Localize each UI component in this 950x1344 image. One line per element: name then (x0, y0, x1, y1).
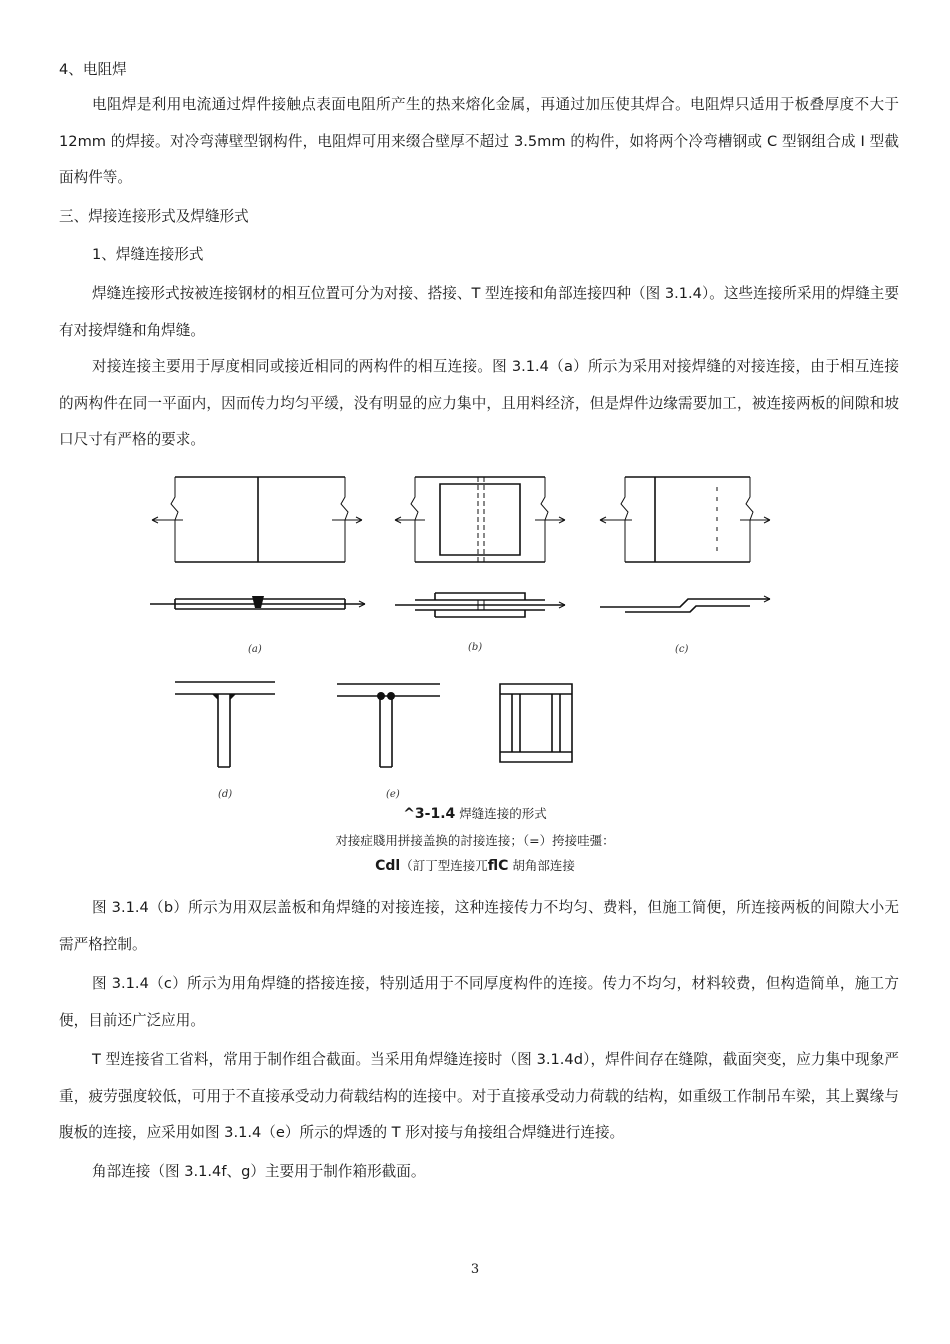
caption-bold-1: Cdl (375, 858, 401, 874)
heading-resistance-welding: 4、电阻焊 (59, 61, 127, 78)
label-c: (c) (675, 644, 689, 655)
figure-caption-line1 (0, 805, 950, 823)
figure-a-section (150, 596, 365, 609)
figure-e-t-joint (337, 684, 440, 767)
label-e: (e) (386, 789, 400, 800)
figure-b-section (395, 593, 565, 617)
page-number: 3 (470, 1262, 480, 1277)
caption-mid: （訂丁型连接兀 (400, 858, 488, 873)
figure-a-plan (152, 477, 362, 562)
section-heading: 三、焊接连接形式及焊缝形式 (59, 208, 249, 225)
figure-f-box-section (500, 684, 572, 762)
figure-b-plan (395, 477, 565, 562)
caption-figure-number: ^3-1.4 (403, 806, 456, 822)
figure-c-plan (600, 477, 770, 562)
paragraph-resistance-welding: 电阻焊是利用电流通过焊件接触点表面电阻所产生的热来熔化金属，再通过加压使其焊合。电阻焊只适用于板叠厚度不大于 12mm 的焊接。对冷弯薄壁型钢构件，电阻焊可用来缀合壁厚不超过 3.5mm 的构件，如将两个冷弯槽钢或 C 型钢组合成 I 型截面构件等。 (59, 96, 899, 186)
label-d: (d) (218, 789, 233, 800)
paragraph-t-joint: T 型连接省工省料，常用于制作组合截面。当采用角焊缝连接时（图 3.1.4d），焊件间存在缝隙，截面突变，应力集中现象严重，疲劳强度较低，可用于不直接承受动力荷载结构的连接中。对于直接承受动力荷载的结构，如重级工作制吊车梁，其上翼缘与腹板的连接，应采用如图 3.1.4（e）所示的焊透的 T 形对接与角接组合焊缝进行连接。 (59, 1051, 899, 1141)
weld-connection-figure (140, 462, 800, 802)
figure-c-section (600, 596, 770, 612)
figure-d-t-joint (175, 682, 275, 767)
label-b: (b) (468, 642, 483, 653)
paragraph-butt-connection: 对接连接主要用于厚度相同或接近相同的两构件的相互连接。图 3.1.4（a）所示为采用对接焊缝的对接连接，由于相互连接的两构件在同一平面内，因而传力均匀平缓，没有明显的应力集中，且用料经济，但是焊件边缘需要加工，被连接两板的间隙和坡口尺寸有严格的要求。 (59, 358, 899, 448)
paragraph-lap-joint: 图 3.1.4（c）所示为用角焊缝的搭接连接，特别适用于不同厚度构件的连接。传力不均匀，材料较费，但构造简单，施工方便，目前还广泛应用。 (59, 975, 899, 1029)
figure-caption-line2: 对接症賤用拼接盖换的討接连接；（=）挎接哇彊： (335, 833, 615, 848)
caption-title: 焊缝连接的形式 (459, 806, 547, 821)
figure-caption-line3 (0, 857, 950, 875)
paragraph-cover-plate: 图 3.1.4（b）所示为用双层盖板和角焊缝的对接连接，这种连接传力不均匀、费料，但施工简便，所连接两板的间隙大小无需严格控制。 (59, 899, 899, 953)
caption-bold-2: flC (487, 858, 509, 874)
paragraph-connection-forms: 焊缝连接形式按被连接钢材的相互位置可分为对接、搭接、T 型连接和角部连接四种（图 3.1.4）。这些连接所采用的焊缝主要有对接焊缝和角焊缝。 (59, 285, 899, 339)
caption-end: 胡角部连接 (512, 858, 575, 873)
paragraph-corner-joint: 角部连接（图 3.1.4f、g）主要用于制作箱形截面。 (92, 1163, 426, 1180)
subheading-weld-forms: 1、焊缝连接形式 (92, 246, 204, 263)
label-a: (a) (248, 644, 262, 655)
